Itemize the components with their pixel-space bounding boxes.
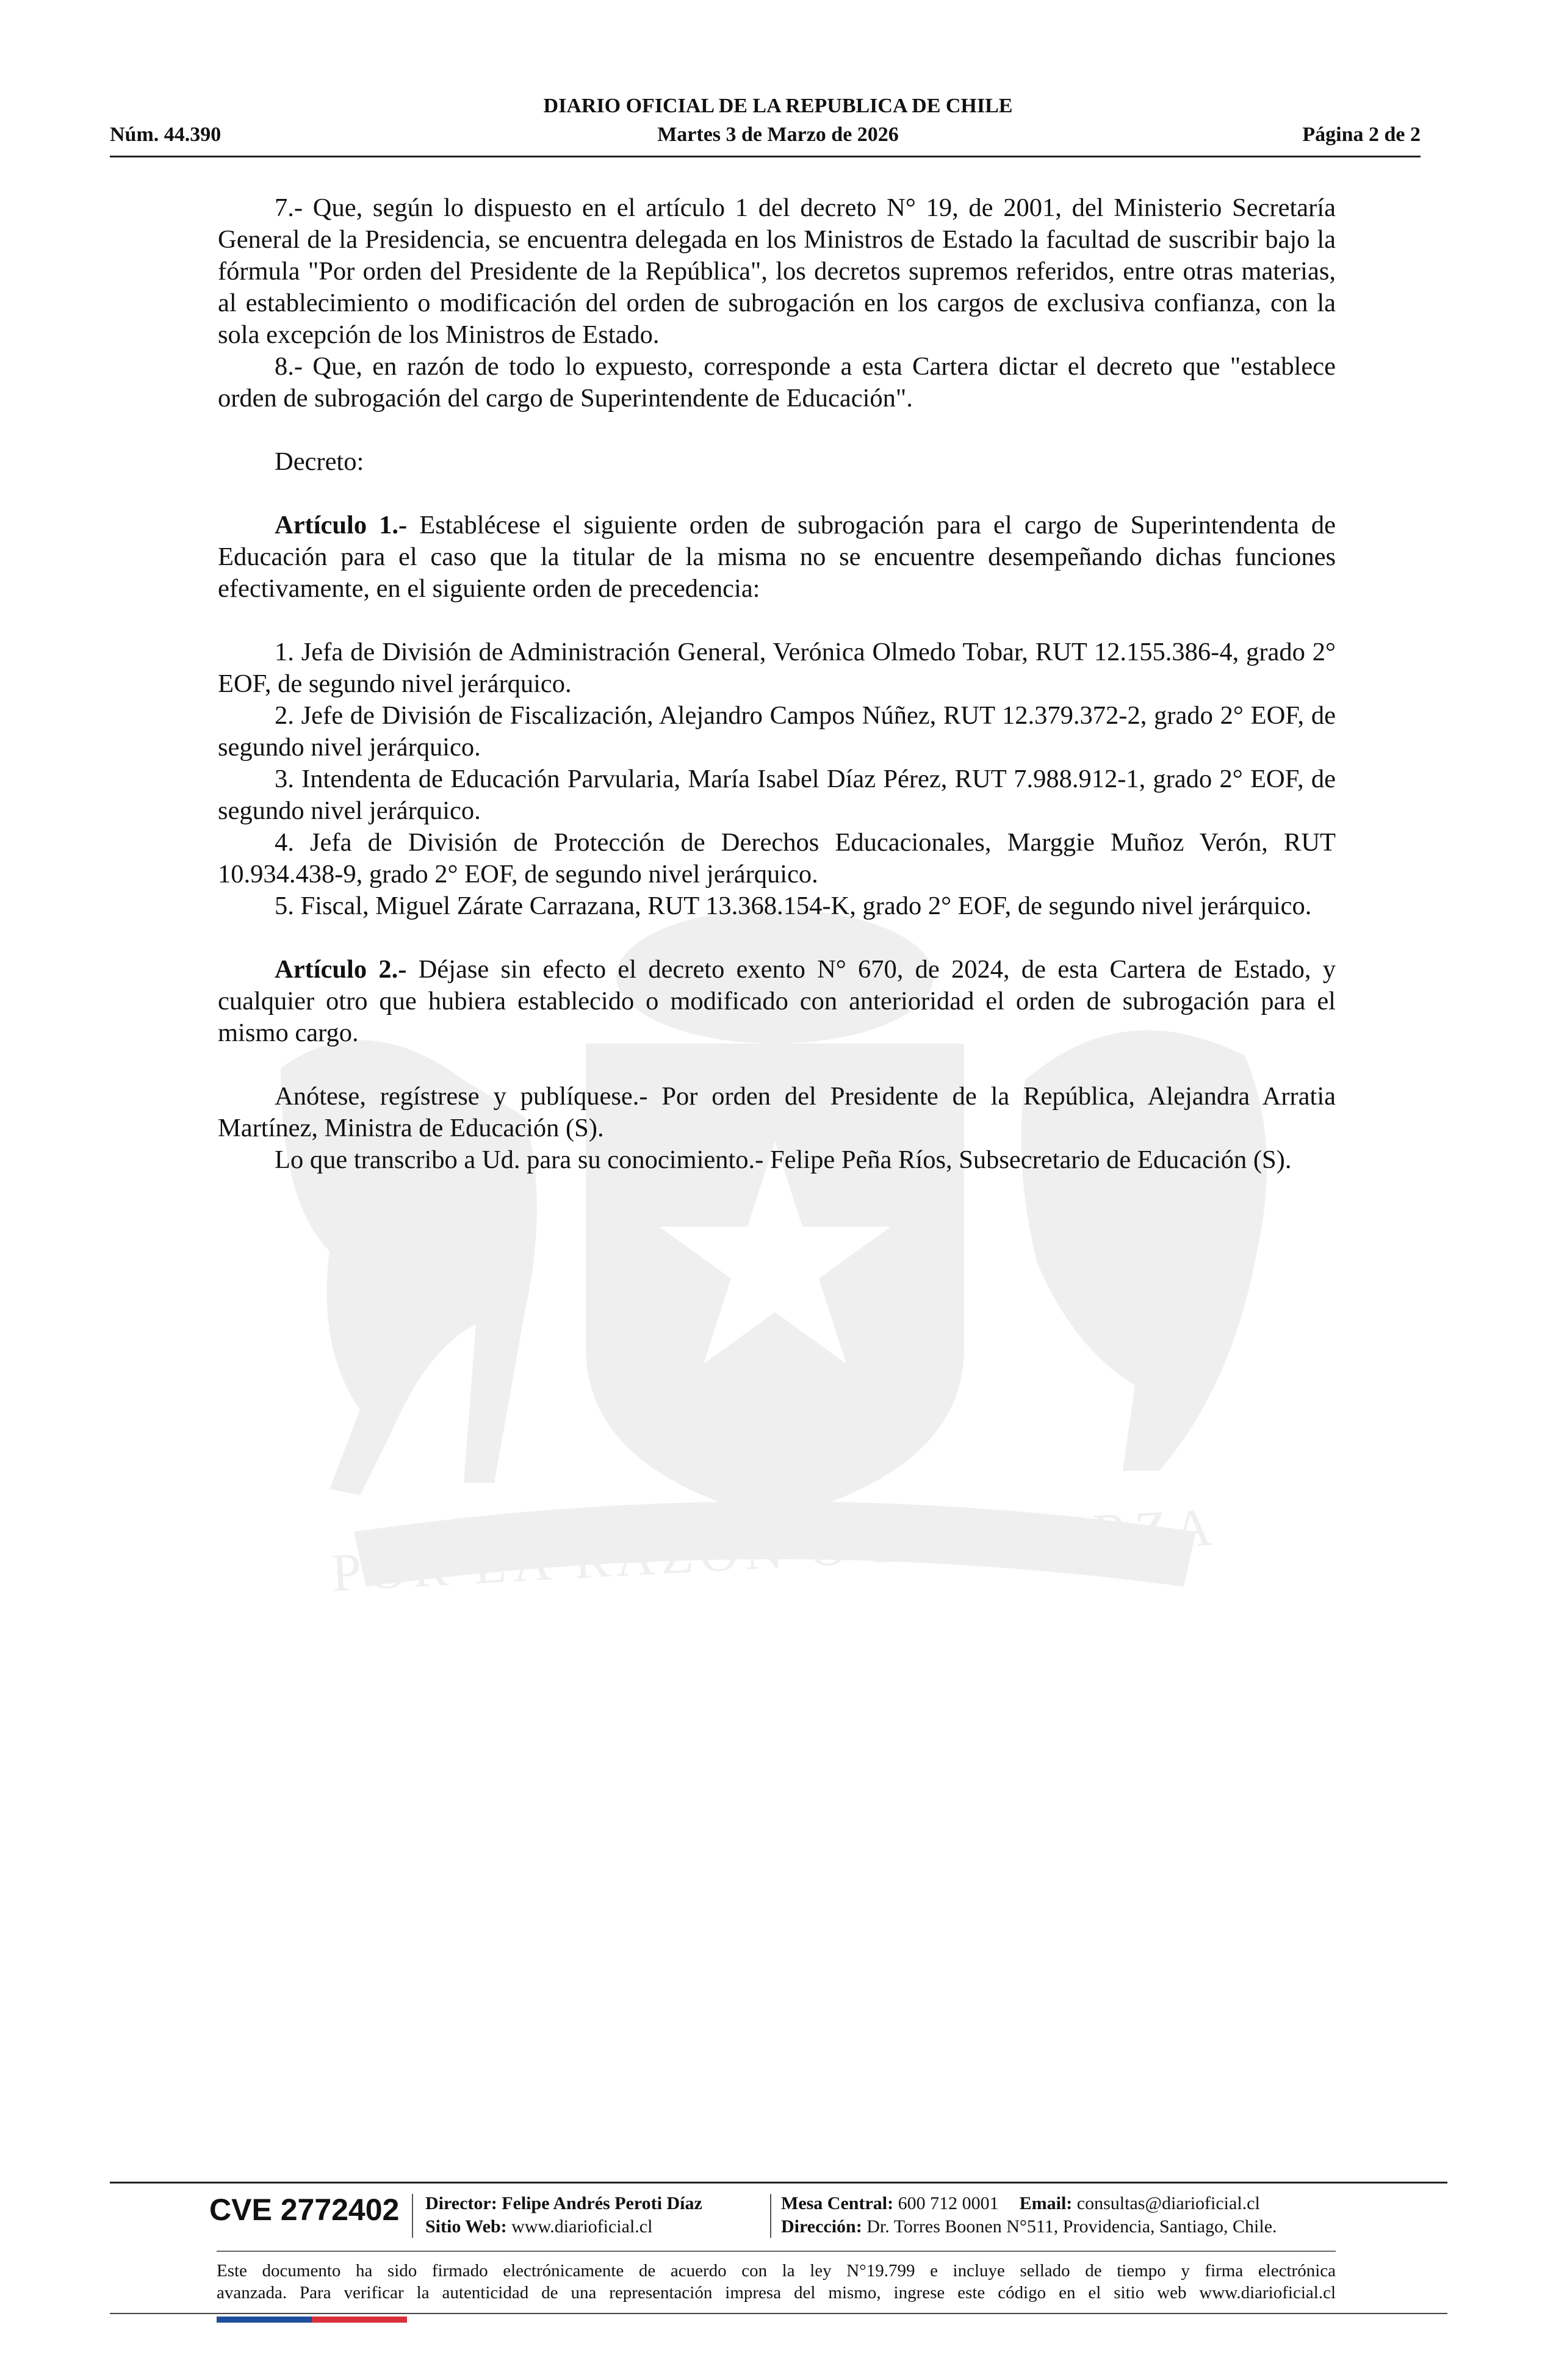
website-link[interactable]: www.diarioficial.cl bbox=[511, 2216, 653, 2237]
mesa-phone: 600 712 0001 bbox=[898, 2193, 999, 2213]
flag-blue-band bbox=[217, 2317, 312, 2323]
list-item: 4. Jefa de División de Protección de Derechos Educacionales, Marggie Muñoz Verón, RUT 10.934.438-9, grado 2° EOF, de segundo nivel jerárquico. bbox=[218, 828, 1336, 889]
decreto-heading: Decreto: bbox=[275, 447, 364, 476]
email-link[interactable]: consultas@diarioficial.cl bbox=[1076, 2193, 1260, 2213]
footer-contact-block bbox=[781, 2192, 1277, 2238]
paragraph-8: 8.- Que, en razón de todo lo expuesto, corresponde a esta Cartera dictar el decreto que "establece orden de subrogación del cargo de Superintendente de Educación". bbox=[218, 352, 1336, 413]
article-2 bbox=[218, 954, 1336, 1049]
director-label: Director: bbox=[425, 2193, 497, 2213]
email-label: Email: bbox=[1019, 2193, 1073, 2213]
footer-divider-top bbox=[110, 2182, 1447, 2183]
article-2-text: Déjase sin efecto el decreto exento N° 670, de 2024, de esta Cartera de Estado, y cualquier otro que hubiera establecido o modificado con anterioridad el orden de subrogación para el mismo cargo. bbox=[218, 955, 1336, 1047]
legal-notice bbox=[217, 2260, 1336, 2304]
list-item: 2. Jefe de División de Fiscalización, Alejandro Campos Núñez, RUT 12.379.372-2, grado 2° EOF, de segundo nivel jerárquico. bbox=[218, 701, 1336, 762]
page-indicator: Página 2 de 2 bbox=[1302, 123, 1421, 146]
footer-separator bbox=[412, 2194, 413, 2238]
article-1 bbox=[218, 510, 1336, 605]
journal-title: DIARIO OFICIAL DE LA REPUBLICA DE CHILE bbox=[543, 95, 1013, 117]
article-1-text: Establécese el siguiente orden de subrogación para el cargo de Superintendenta de Educación para el caso que la titular de la misma no se encuentre desempeñando dichas funciones efectivamente, en el siguiente orden de precedencia: bbox=[218, 511, 1336, 603]
document-body bbox=[218, 192, 1336, 1176]
closing-signature: Anótese, regístrese y publíquese.- Por orden del Presidente de la República, Alejandra Arratia Martínez, Ministra de Educación (S). bbox=[218, 1082, 1336, 1142]
legal-line-2: avanzada. Para verificar la autenticidad de una representación impresa del mismo, ingrese este código en el sitio web www.diarioficial.cl bbox=[217, 2283, 1336, 2302]
address-label: Dirección: bbox=[781, 2216, 862, 2237]
cve-code: CVE 2772402 bbox=[209, 2193, 400, 2227]
issue-date: Martes 3 de Marzo de 2026 bbox=[657, 123, 899, 146]
closing-transcription: Lo que transcribo a Ud. para su conocimiento.- Felipe Peña Ríos, Subsecretario de Educación (S). bbox=[275, 1145, 1292, 1174]
header-divider bbox=[110, 156, 1421, 157]
director-name: Felipe Andrés Peroti Díaz bbox=[502, 2193, 702, 2213]
website-label: Sitio Web: bbox=[425, 2216, 507, 2237]
legal-line-1: Este documento ha sido firmado electrónicamente de acuerdo con la ley N°19.799 e incluye sellado de tiempo y firma electrónica bbox=[217, 2261, 1336, 2281]
article-1-label: Artículo 1.- bbox=[275, 511, 408, 539]
paragraph-7: 7.- Que, según lo dispuesto en el artículo 1 del decreto N° 19, de 2001, del Ministerio Secretaría General de la Presidencia, se encuentra delegada en los Ministros de Estado la facultad de suscribir bajo la fórmula "Por orden del Presidente de la República", los decretos supremos referidos, entre otras materias, al establecimiento o modificación del orden de subrogación en los cargos de exclusiva confianza, con la sola excepción de los Ministros de Estado. bbox=[218, 193, 1336, 349]
article-2-label: Artículo 2.- bbox=[275, 955, 407, 984]
list-item: 1. Jefa de División de Administración General, Verónica Olmedo Tobar, RUT 12.155.386-4, grado 2° EOF, de segundo nivel jerárquico. bbox=[218, 638, 1336, 698]
list-item: 5. Fiscal, Miguel Zárate Carrazana, RUT 13.368.154-K, grado 2° EOF, de segundo nivel jerárquico. bbox=[275, 892, 1312, 920]
footer-separator bbox=[770, 2194, 771, 2238]
mesa-label: Mesa Central: bbox=[781, 2193, 894, 2213]
flag-red-band bbox=[312, 2317, 407, 2323]
footer-divider-bottom bbox=[110, 2313, 1447, 2314]
flag-stripe bbox=[217, 2317, 407, 2323]
list-item: 3. Intendenta de Educación Parvularia, María Isabel Díaz Pérez, RUT 7.988.912-1, grado 2° EOF, de segundo nivel jerárquico. bbox=[218, 765, 1336, 825]
issue-number: Núm. 44.390 bbox=[110, 123, 222, 146]
footer-divider-mid bbox=[217, 2251, 1336, 2252]
address-value: Dr. Torres Boonen N°511, Providencia, Santiago, Chile. bbox=[866, 2216, 1277, 2237]
watermark-motto: POR LA RAZÓN O LA FUERZA bbox=[330, 1497, 1220, 1604]
footer-director-block bbox=[425, 2192, 702, 2238]
